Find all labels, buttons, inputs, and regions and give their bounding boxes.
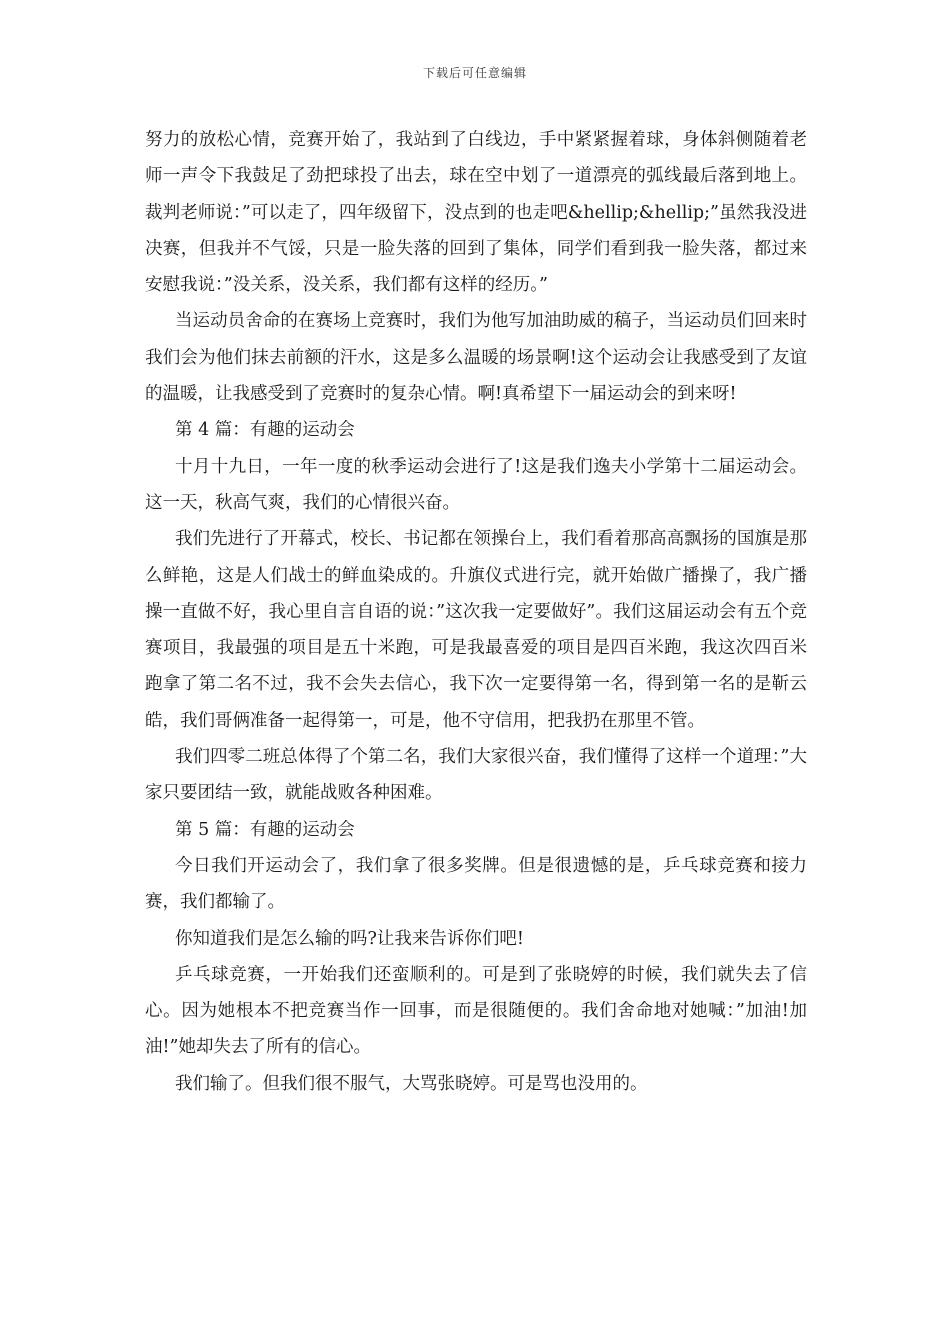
paragraph: 十月十九日，一年一度的秋季运动会进行了!这是我们逸夫小学第十二届运动会。这一天，秋高气爽，我们的心情很兴奋。	[145, 456, 807, 513]
section-heading: 第 4 篇：有趣的运动会	[175, 420, 355, 441]
document-body	[145, 122, 807, 1102]
paragraph: 我们先进行了开幕式，校长、书记都在领操台上，我们看着那高高飘扬的国旗是那么鲜艳，这是人们战士的鲜血染成的。升旗仪式进行完，就开始做广播操了，我广播操一直做不好，我心里自言自语的说：”这次我一定要做好”。我们这届运动会有五个竞赛项目，我最强的项目是五十米跑，可是我最喜爱的项目是四百米跑，我这次四百米跑拿了第二名不过，我不会失去信心，我下次一定要得第一名，得到第一名的是靳云皓，我们哥俩准备一起得第一，可是，他不守信用，把我扔在那里不管。	[145, 529, 807, 731]
page-header: 下载后可任意编辑	[422, 66, 527, 80]
paragraph: 当运动员舍命的在赛场上竞赛时，我们为他写加油助威的稿子，当运动员们回来时我们会为他们抹去前额的汗水，这是多么温暖的场景啊!这个运动会让我感受到了友谊的温暖，让我感受到了竞赛时的复杂心情。啊!真希望下一届运动会的到来呀!	[145, 311, 807, 405]
paragraph: 今日我们开运动会了，我们拿了很多奖牌。但是很遗憾的是，乒乓球竞赛和接力赛，我们都输了。	[145, 855, 807, 913]
paragraph: 你知道我们是怎么输的吗?让我来告诉你们吧!	[175, 928, 524, 949]
paragraph: 乒乓球竞赛，一开始我们还蛮顺利的。可是到了张晓婷的时候，我们就失去了信心。因为她根本不把竞赛当作一回事，而是很随便的。我们舍命地对她喊：”加油!加油!”她却失去了所有的信心。	[145, 964, 807, 1058]
paragraph: 努力的放松心情，竞赛开始了，我站到了白线边，手中紧紧握着球，身体斜侧随着老师一声令下我鼓足了劲把球投了出去，球在空中划了一道漂亮的弧线最后落到地上。裁判老师说：”可以走了，四年级留下，没点到的也走吧&hellip;&hellip;”虽然我没进决赛，但我并不气馁，只是一脸失落的回到了集体，同学们看到我一脸失落，都过来安慰我说：”没关系，没关系，我们都有这样的经历。”	[145, 130, 807, 296]
paragraph: 我们输了。但我们很不服气，大骂张晓婷。可是骂也没用的。	[175, 1073, 648, 1094]
paragraph: 我们四零二班总体得了个第二名，我们大家很兴奋，我们懂得了这样一个道理：”大家只要团结一致，就能战败各种困难。	[145, 747, 807, 804]
section-heading: 第 5 篇：有趣的运动会	[175, 819, 355, 840]
